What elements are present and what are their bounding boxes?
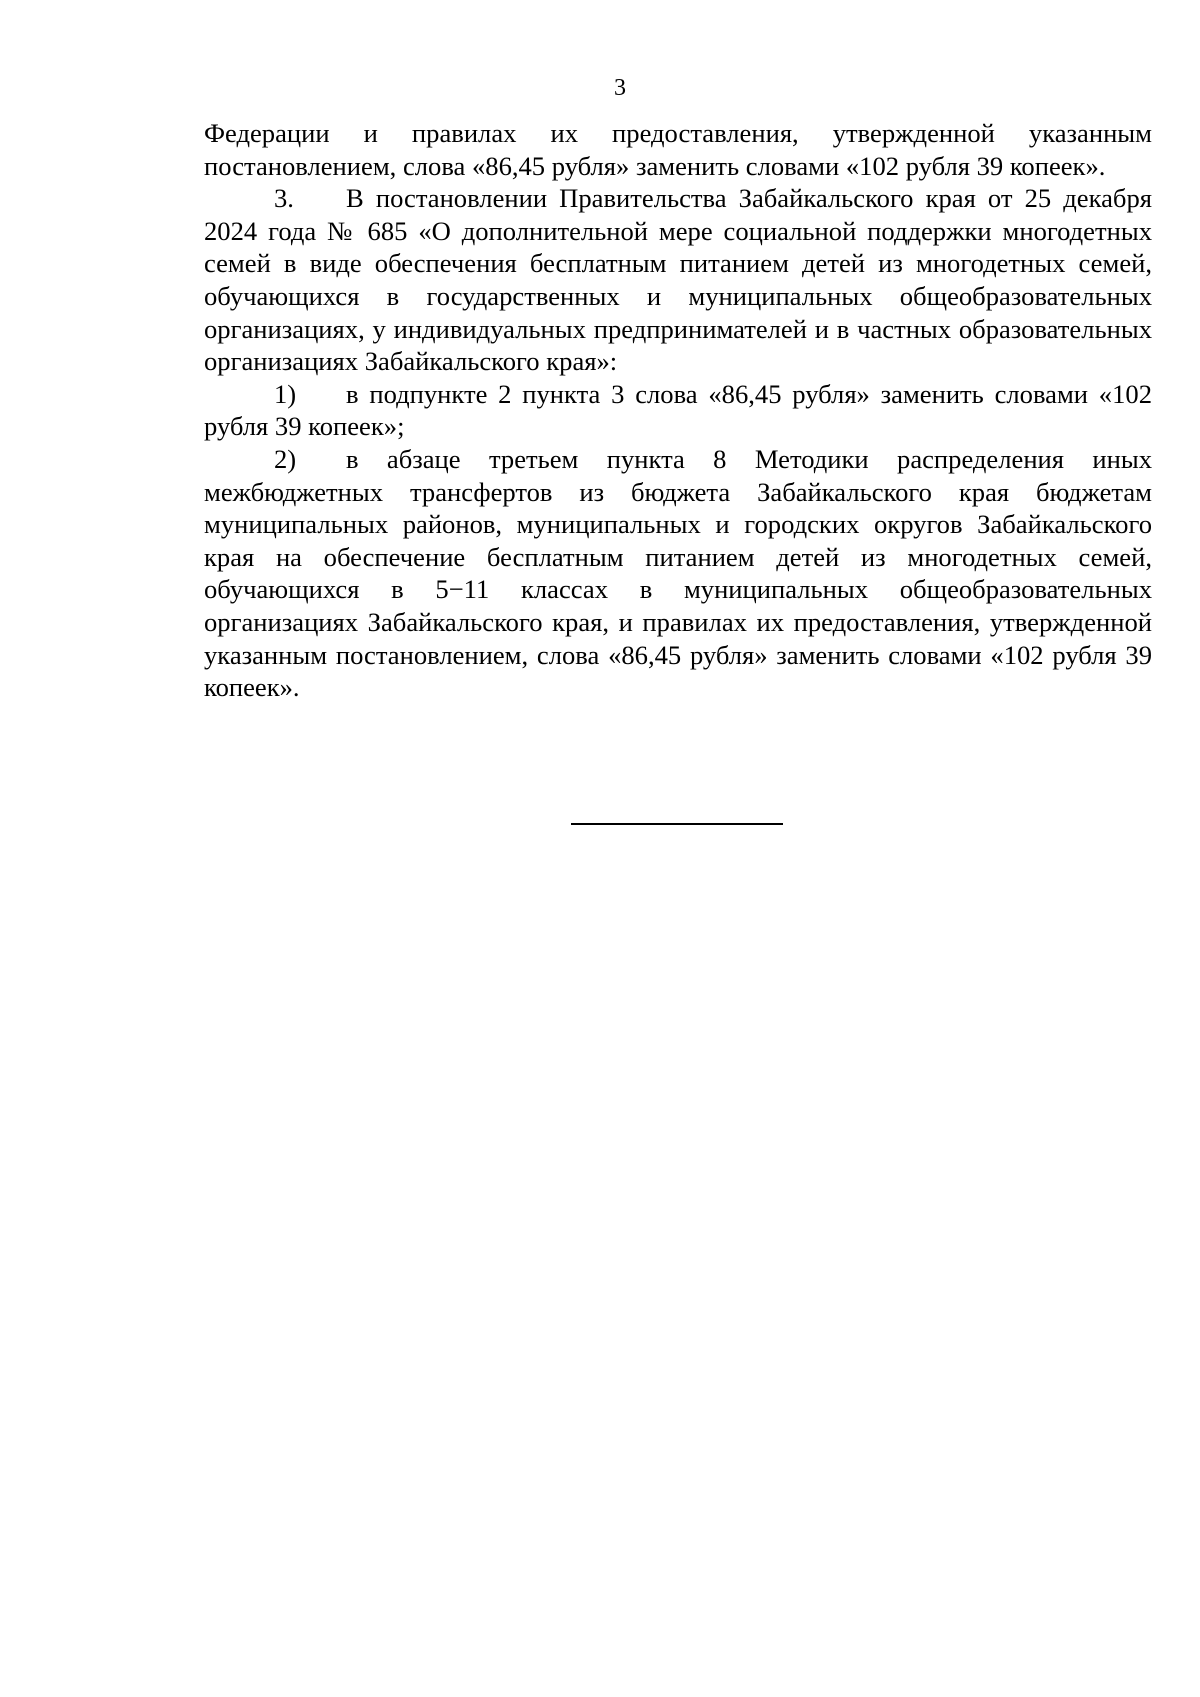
document-body <box>204 117 1152 704</box>
paragraph-item-3 <box>204 182 1152 378</box>
paragraph-subitem-2 <box>204 443 1152 704</box>
end-separator-line <box>571 823 783 825</box>
item-number: 2) <box>274 443 297 474</box>
item-text: В постановлении Правительства Забайкальского края от 25 декабря 2024 года № 685 «О дополнительной мере социальной поддержки многодетных семей в виде обеспечения бесплатным питанием детей из многодетных семей, обучающихся в государственных и муниципальных общеобразовательных организациях, у индивидуальных предпринимателей и в частных образовательных организациях Забайкальского края»: <box>204 183 1152 377</box>
page-number: 3 <box>614 75 626 101</box>
item-text: в абзаце третьем пункта 8 Методики распределения иных межбюджетных трансфертов из бюджета Забайкальского края бюджетам муниципальных районов, муниципальных и городских округов Забайкальского края на обеспечение бесплатным питанием детей из многодетных семей, обучающихся в 5−11 классах в муниципальных общеобразовательных организациях Забайкальского края, и правилах их предоставления, утвержденной указанным постановлением, слова «86,45 рубля» заменить словами «102 рубля 39 копеек». <box>204 443 1152 703</box>
item-number: 1) <box>274 378 297 409</box>
paragraph-continuation: Федерации и правилах их предоставления, утвержденной указанным постановлением, слова «86,45 рубля» заменить словами «102 рубля 39 копеек». <box>204 118 1152 181</box>
paragraph-subitem-1 <box>204 378 1152 443</box>
item-text: в подпункте 2 пункта 3 слова «86,45 рубля» заменить словами «102 рубля 39 копеек»; <box>204 378 1152 442</box>
item-number: 3. <box>274 183 294 214</box>
